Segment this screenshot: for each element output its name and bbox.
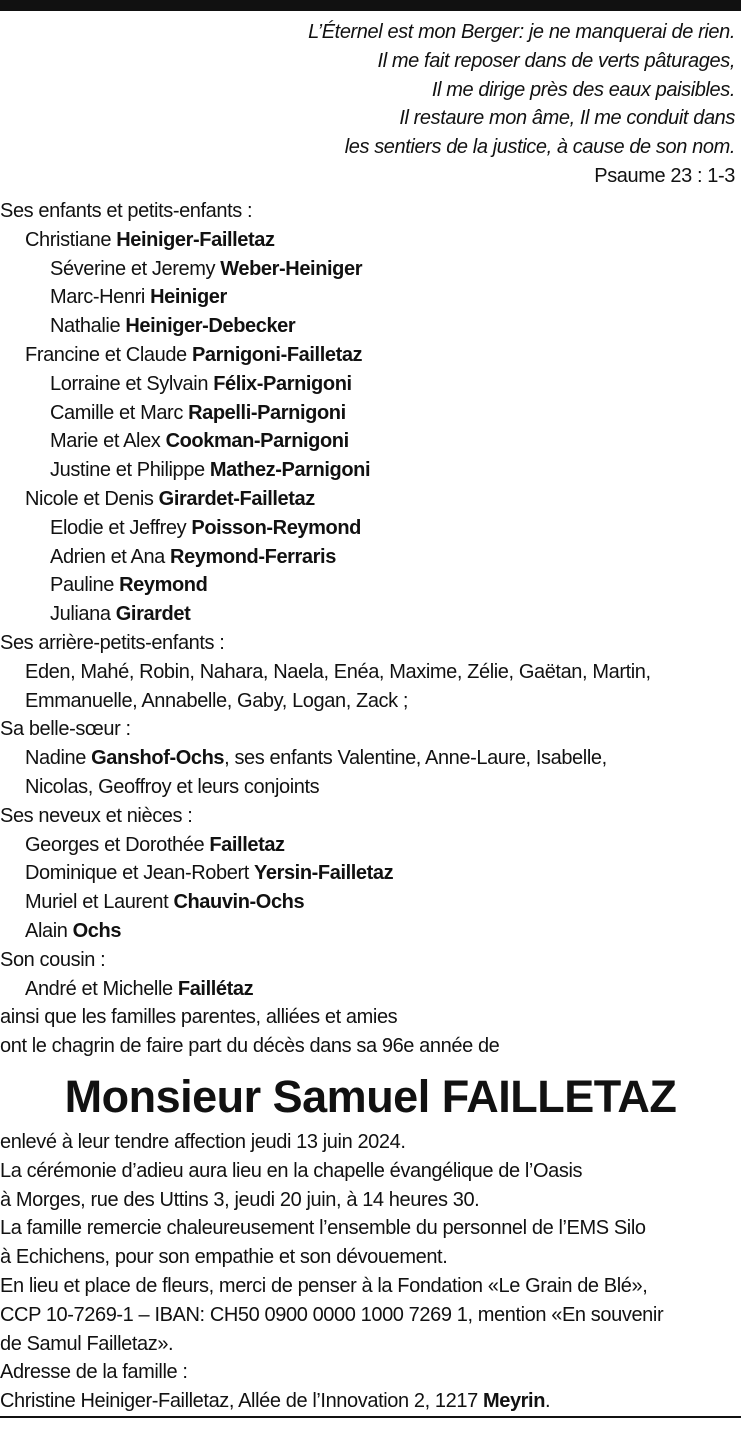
family-member (0, 831, 741, 860)
details-line: La cérémonie d’adieu aura lieu en la chapelle évangélique de l’Oasis (0, 1159, 583, 1182)
member-details-continued: Nicolas, Geoffroy et leurs conjoints (25, 775, 320, 798)
family-member (0, 744, 741, 773)
member-surname: Girardet (115, 603, 191, 626)
member-surname: Reymond-Ferraris (170, 545, 336, 568)
children-heading: Ses enfants et petits-enfants : (0, 200, 253, 222)
member-given-names: Christiane (25, 228, 117, 251)
member-given-names: Séverine et Jeremy (50, 257, 221, 280)
family-list (0, 197, 741, 1061)
family-member (0, 456, 741, 485)
member-given-names: Adrien et Ana (50, 545, 171, 568)
member-surname: Heiniger-Debecker (125, 315, 296, 338)
great-grandchildren-line: Eden, Mahé, Robin, Nahara, Naela, Enéa, Maxime, Zélie, Gaëtan, Martin, (25, 660, 651, 683)
member-surname: Poisson-Reymond (191, 516, 361, 539)
member-given-names: Dominique et Jean-Robert (25, 862, 255, 885)
address-text: Christine Heiniger-Failletaz, Allée de l’Innovation 2, 1217 (0, 1390, 483, 1413)
family-member (0, 255, 741, 284)
family-member (0, 600, 741, 629)
family-member (0, 399, 741, 428)
member-surname: Mathez-Parnigoni (209, 459, 371, 482)
member-surname: Ochs (72, 919, 122, 942)
member-surname: Yersin-Failletaz (254, 862, 394, 885)
ceremony-details (0, 1128, 741, 1416)
verse-line: Il me dirige près des eaux paisibles. (431, 78, 735, 101)
member-surname: Reymond (119, 574, 208, 597)
family-member (0, 283, 741, 312)
family-member (0, 543, 741, 572)
sister-in-law-heading: Sa belle-sœur : (0, 718, 131, 741)
verse-line: Il restaure mon âme, Il me conduit dans (399, 107, 735, 130)
family-member (0, 975, 741, 1004)
member-surname: Parnigoni-Failletaz (191, 343, 363, 366)
member-given-names: Camille et Marc (50, 401, 189, 424)
member-given-names: Francine et Claude (25, 343, 192, 366)
member-given-names: Justine et Philippe (50, 459, 210, 482)
member-surname: Rapelli-Parnigoni (188, 401, 346, 424)
verse-line: les sentiers de la justice, à cause de son nom. (344, 136, 735, 159)
member-surname: Félix-Parnigoni (213, 372, 352, 395)
member-surname: Cookman-Parnigoni (165, 430, 349, 453)
family-member (0, 485, 741, 514)
verse-line: Il me fait reposer dans de verts pâturages, (377, 49, 735, 72)
member-surname: Weber-Heiniger (220, 257, 363, 280)
member-surname: Heiniger-Failletaz (116, 228, 275, 251)
member-given-names: Nicole et Denis (25, 487, 159, 510)
family-member (0, 859, 741, 888)
member-surname: Girardet-Failletaz (158, 487, 315, 510)
great-grandchildren-heading: Ses arrière-petits-enfants : (0, 631, 225, 654)
family-member (0, 427, 741, 456)
details-line: de Samul Failletaz». (0, 1332, 174, 1355)
member-given-names: Muriel et Laurent (25, 891, 174, 914)
bottom-rule (0, 1416, 741, 1418)
member-surname: Heiniger (150, 286, 227, 309)
family-member (0, 571, 741, 600)
top-rule (0, 0, 741, 11)
address-end: . (545, 1390, 551, 1413)
member-given-names: André et Michelle (25, 977, 178, 1000)
verse-line: L’Éternel est mon Berger: je ne manquerai de rien. (308, 21, 735, 43)
family-member (0, 888, 741, 917)
family-member (0, 341, 741, 370)
verse-reference: Psaume 23 : 1-3 (594, 164, 735, 187)
member-surname: Chauvin-Ochs (173, 891, 305, 914)
family-member (0, 514, 741, 543)
member-surname: Failletaz (209, 833, 285, 856)
family-member (0, 917, 741, 946)
details-line: La famille remercie chaleureusement l’ensemble du personnel de l’EMS Silo (0, 1217, 646, 1240)
family-address (0, 1387, 741, 1416)
address-city: Meyrin (482, 1390, 546, 1413)
member-given-names: Marie et Alex (50, 430, 166, 453)
member-given-names: Lorraine et Sylvain (50, 372, 214, 395)
details-line: enlevé à leur tendre affection jeudi 13 juin 2024. (0, 1131, 406, 1153)
member-surname: Faillétaz (177, 977, 254, 1000)
closing-line: ainsi que les familles parentes, alliées et amies (0, 1006, 398, 1029)
details-line: En lieu et place de fleurs, merci de penser à la Fondation «Le Grain de Blé», (0, 1274, 648, 1297)
family-member (0, 370, 741, 399)
member-given-names: Georges et Dorothée (25, 833, 210, 856)
member-given-names: Nathalie (50, 315, 126, 338)
member-surname: Ganshof-Ochs (91, 747, 225, 770)
family-member (0, 226, 741, 255)
member-given-names: Alain (25, 919, 73, 942)
member-given-names: Elodie et Jeffrey (50, 516, 192, 539)
details-line: CCP 10-7269-1 – IBAN: CH50 0900 0000 1000 7269 1, mention «En souvenir (0, 1303, 664, 1326)
member-given-names: Nadine (25, 747, 92, 770)
member-details: , ses enfants Valentine, Anne-Laure, Isabelle, (224, 747, 607, 770)
details-line: Adresse de la famille : (0, 1361, 188, 1384)
family-member (0, 312, 741, 341)
member-given-names: Juliana (50, 603, 116, 626)
nephews-heading: Ses neveux et nièces : (0, 804, 193, 827)
member-given-names: Marc-Henri (50, 286, 151, 309)
cousin-heading: Son cousin : (0, 948, 106, 971)
details-line: à Echichens, pour son empathie et son dévouement. (0, 1246, 448, 1269)
deceased-name: Monsieur Samuel FAILLETAZ (64, 1071, 677, 1122)
closing-line: ont le chagrin de faire part du décès dans sa 96e année de (0, 1035, 500, 1058)
psalm-verse (0, 18, 735, 191)
details-line: à Morges, rue des Uttins 3, jeudi 20 juin, à 14 heures 30. (0, 1188, 480, 1211)
member-given-names: Pauline (50, 574, 120, 597)
great-grandchildren-line: Emmanuelle, Annabelle, Gaby, Logan, Zack ; (25, 689, 409, 712)
